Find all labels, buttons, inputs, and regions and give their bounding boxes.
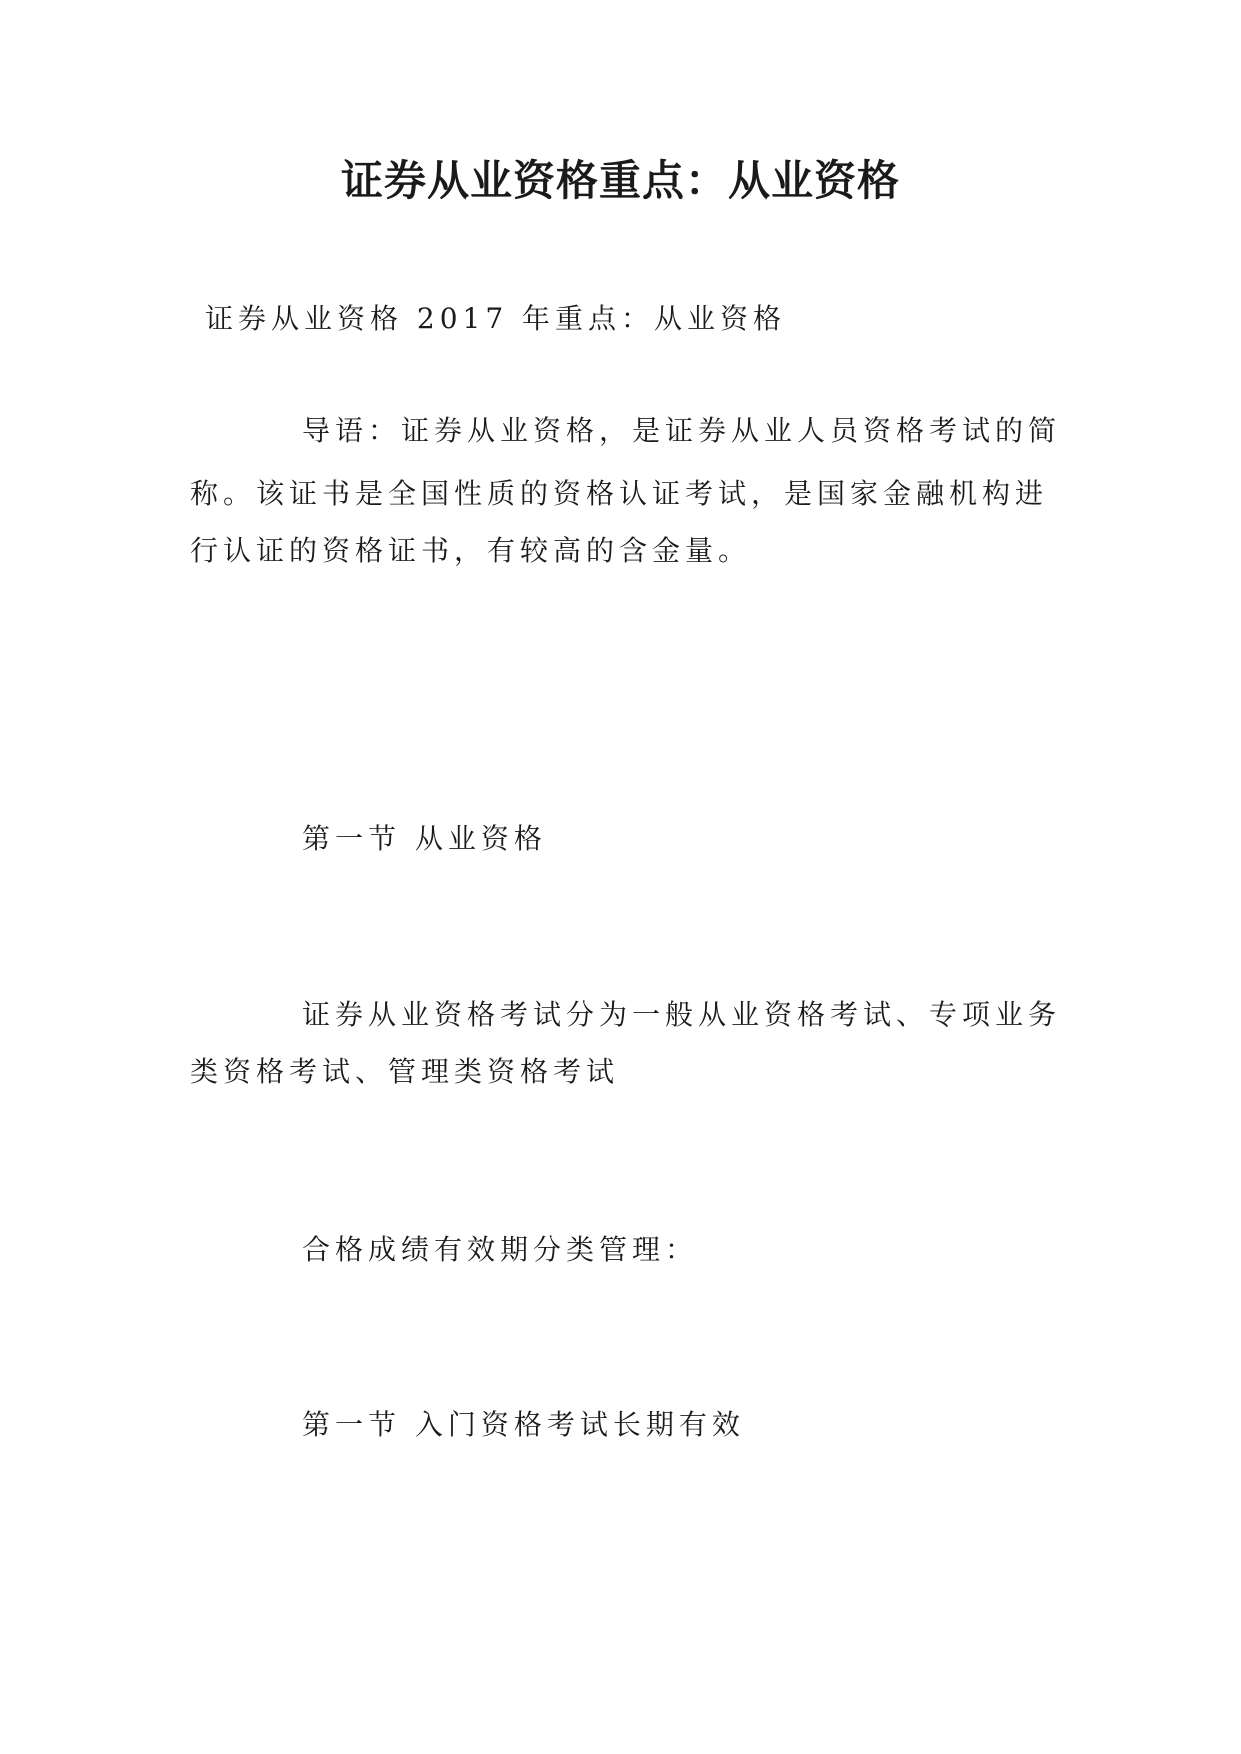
section-heading-qualification: 第一节 从业资格 [302,822,547,855]
exam-types-paragraph-line-1: 证券从业资格考试分为一般从业资格考试、专项业务 [302,998,1062,1031]
section-heading-entry-exam: 第一节 入门资格考试长期有效 [302,1408,745,1441]
document-title: 证券从业资格重点：从业资格 [340,156,900,205]
intro-paragraph-line-3: 行认证的资格证书，有较高的含金量。 [190,534,752,567]
document-subtitle: 证券从业资格 2017 年重点：从业资格 [205,302,787,335]
intro-paragraph-line-1: 导语：证券从业资格，是证券从业人员资格考试的简 [302,414,1062,447]
validity-heading: 合格成绩有效期分类管理： [302,1233,699,1266]
intro-paragraph-line-2: 称。该证书是全国性质的资格认证考试，是国家金融机构进 [190,477,1049,510]
exam-types-paragraph-line-2: 类资格考试、管理类资格考试 [190,1055,620,1088]
